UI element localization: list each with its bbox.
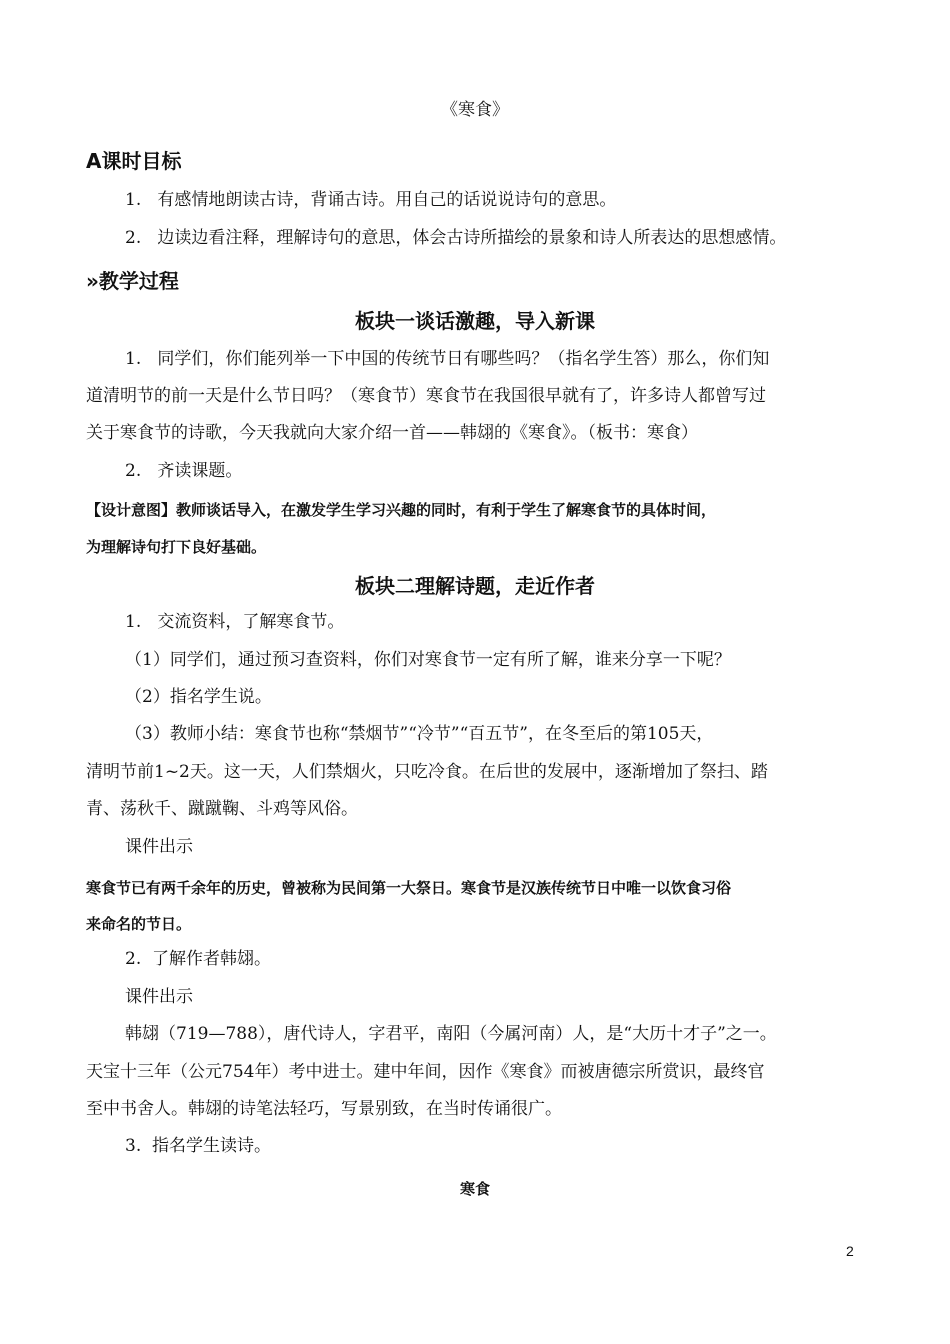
paragraph-line: 关于寒食节的诗歌，今天我就向大家介绍一首——韩翃的《寒食》。（板书：寒食）: [86, 423, 698, 443]
block1-heading: 板块一谈话激趣，导入新课: [355, 309, 595, 333]
paragraph-line: 道清明节的前一天是什么节日吗？（寒食节）寒食节在我国很早就有了，许多诗人都曾写过: [86, 386, 766, 406]
block2-heading: 板块二理解诗题，走近作者: [355, 574, 595, 598]
paragraph-line: 青、荡秋千、蹴蹴鞠、斗鸡等风俗。: [86, 799, 358, 819]
courseware-content-line: 来命名的节日。: [86, 915, 192, 933]
paragraph-line: 3. 指名学生读诗。: [125, 1136, 272, 1156]
goal-item: 1. 有感情地朗读古诗，背诵古诗。用自己的话说说诗句的意思。: [125, 190, 617, 210]
paragraph-line: （3）教师小结：寒食节也称“禁烟节”“冷节”“百五节”，在冬至后的第105天，: [125, 724, 714, 744]
page-number: 2: [846, 1243, 854, 1259]
design-intent-line: 【设计意图】教师谈话导入，在激发学生学习兴趣的同时，有利于学生了解寒食节的具体时间，: [86, 501, 717, 519]
paragraph-line: 2. 齐读课题。: [125, 461, 243, 481]
doc-title: 《寒食》: [441, 100, 509, 120]
paragraph-line: 韩翃（719—788），唐代诗人，字君平，南阳（今属河南）人，是“大历十才子”之一。: [125, 1024, 777, 1044]
paragraph-line: 1. 同学们，你们能列举一下中国的传统节日有哪些吗？（指名学生答）那么，你们知: [125, 349, 770, 369]
paragraph-line: 至中书舍人。韩翃的诗笔法轻巧，写景别致，在当时传诵很广。: [86, 1099, 562, 1119]
design-intent-line: 为理解诗句打下良好基础。: [86, 538, 267, 556]
section-heading-process: »教学过程: [86, 269, 179, 293]
paragraph-line: （2）指名学生说。: [125, 687, 272, 707]
paragraph-line: 2. 了解作者韩翃。: [125, 949, 272, 969]
poem-title: 寒食: [459, 1180, 490, 1198]
courseware-label: 课件出示: [125, 837, 193, 857]
courseware-content-line: 寒食节已有两千余年的历史，曾被称为民间第一大祭日。寒食节是汉族传统节日中唯一以饮食习俗: [86, 879, 732, 897]
section-heading-goals: A课时目标: [86, 149, 182, 173]
courseware-label: 课件出示: [125, 987, 193, 1007]
goal-item: 2. 边读边看注释，理解诗句的意思，体会古诗所描绘的景象和诗人所表达的思想感情。: [125, 228, 787, 248]
paragraph-line: 清明节前1~2天。这一天，人们禁烟火，只吃冷食。在后世的发展中，逐渐增加了祭扫、踏: [86, 762, 768, 782]
paragraph-line: 天宝十三年（公元754年）考中进士。建中年间，因作《寒食》而被唐德宗所赏识，最终官: [86, 1062, 765, 1082]
paragraph-line: （1）同学们，通过预习查资料，你们对寒食节一定有所了解，谁来分享一下呢？: [125, 650, 731, 670]
paragraph-line: 1. 交流资料，了解寒食节。: [125, 612, 345, 632]
